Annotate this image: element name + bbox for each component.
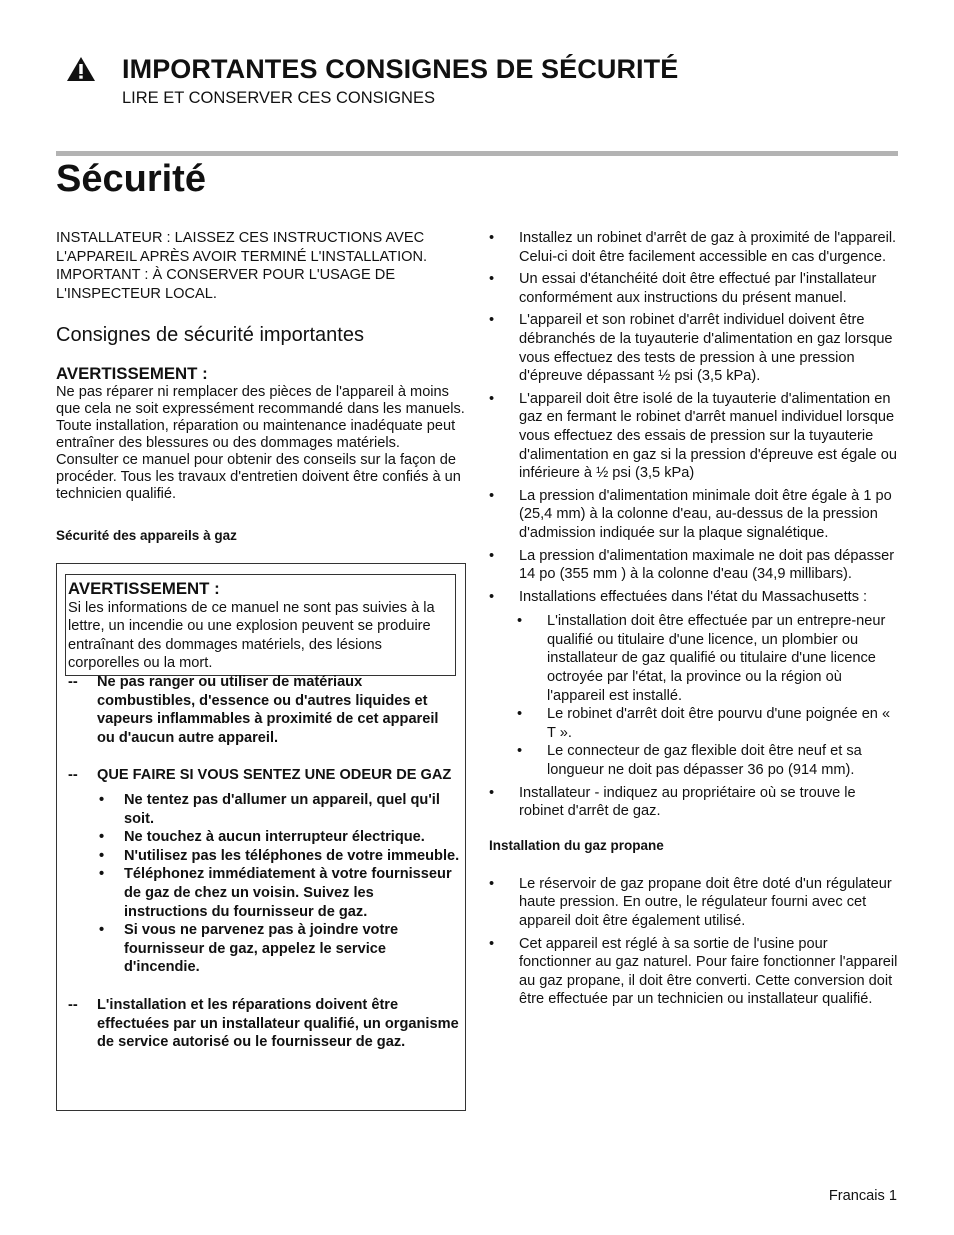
bullet-marker: • bbox=[99, 866, 105, 883]
header-title: IMPORTANTES CONSIGNES DE SÉCURITÉ bbox=[122, 54, 679, 84]
list-item: • Ne tentez pas d'allumer un appareil, quel qu'il soit. bbox=[99, 791, 440, 827]
list-item: • Installateur - indiquez au propriétaire où se trouve le robinet d'arrêt de gaz. bbox=[489, 784, 856, 820]
warning-triangle-icon bbox=[66, 56, 96, 82]
list-item: • Installez un robinet d'arrêt de gaz à proximité de l'appareil. Celui-ci doit être facilement accessible en cas d'urgence. bbox=[489, 230, 897, 265]
installer-intro: INSTALLATEUR : LAISSEZ CES INSTRUCTIONS AVEC L'APPAREIL APRÈS AVOIR TERMINÉ L'INSTALLATION. IMPORTANT : À CONSERVER POUR L'USAGE DE L'INSPECTEUR LOCAL. bbox=[56, 230, 428, 302]
gas-warning-list bbox=[68, 673, 460, 1052]
box-warning-text: Si les informations de ce manuel ne sont pas suivies à la lettre, un incendie ou une explosion peuvent se produire entraînant des dommages matériels, des lésions corporelles ou la mort. bbox=[68, 600, 435, 671]
list-item: • Le robinet d'arrêt doit être pourvu d'une poignée en « T ». bbox=[517, 706, 891, 741]
list-item: -- QUE FAIRE SI VOUS SENTEZ UNE ODEUR DE GAZ • Ne tentez pas d'allumer un appareil, quel qu'il soit. • Ne touchez à aucun interrupteur électrique. • N'utilisez pas les téléphones de votre immeuble. • Téléphonez immédiatement à votre fournisseur de gaz de chez un voisin. Suivez les instructions du fournisseur de gaz. • Si vous ne parvenez pas à joindre votre fournisseur de gaz, appelez le service d'incendie. bbox=[68, 767, 460, 976]
bullet-marker: • bbox=[489, 487, 495, 504]
box-warning-heading: AVERTISSEMENT : bbox=[68, 579, 220, 598]
bullet-marker: • bbox=[99, 922, 105, 939]
list-item: • Le connecteur de gaz flexible doit être neuf et sa longueur ne doit pas dépasser 36 po (914 mm). bbox=[517, 743, 862, 779]
list-item: • Installations effectuées dans l'état du Massachusetts : bbox=[489, 588, 868, 605]
bullet-marker: • bbox=[489, 588, 495, 605]
list-item: • Le réservoir de gaz propane doit être doté d'un régulateur haute pression. En outre, le régulateur fourni avec cet appareil doit être également utilisé. bbox=[489, 875, 892, 929]
dash-marker: -- bbox=[68, 674, 78, 690]
bullet-marker: • bbox=[99, 829, 105, 846]
warning-heading: AVERTISSEMENT : bbox=[56, 364, 208, 384]
left-column bbox=[56, 229, 466, 545]
list-item: • L'appareil et son robinet d'arrêt individuel doivent être débranchés de la tuyauterie d'alimentation en gaz lorsque vous effectuez des tests de pression à une pression d'épreuve dépassant ½ psi (3,5 kPa). bbox=[489, 312, 893, 385]
gas-warning-inner-box bbox=[65, 574, 456, 676]
list-item: • Ne touchez à aucun interrupteur électrique. bbox=[99, 829, 425, 846]
list-item: • La pression d'alimentation maximale ne doit pas dépasser 14 po (355 mm ) à la colonne d'eau (34,9 millibars). bbox=[489, 547, 895, 583]
list-item: -- L'installation et les réparations doivent être effectuées par un installateur qualifié, un organisme de service autorisé ou le fournisseur de gaz. bbox=[68, 996, 459, 1051]
right-column bbox=[489, 229, 899, 1013]
bullet-marker: • bbox=[489, 784, 495, 801]
page-title: Sécurité bbox=[56, 158, 206, 200]
header-subtitle: LIRE ET CONSERVER CES CONSIGNES bbox=[122, 89, 435, 107]
bullet-marker: • bbox=[517, 706, 523, 723]
list-item: • L'appareil doit être isolé de la tuyauterie d'alimentation en gaz en fermant le robinet d'arrêt manuel individuel lorsque vous effectuez des essais de pression sur la tuyauterie d'alimentation en gaz si la pression d'épreuve est égale ou inférieure à ½ psi (3,5 kPa) bbox=[489, 390, 897, 482]
bullet-marker: • bbox=[99, 847, 105, 864]
list-item: • L'installation doit être effectuée par un entrepre-neur qualifié ou titulaire d'une licence, un plombier ou installateur de gaz qualifié ou titulaire d'une licence octroyée par l'état, la province ou la région où l'appareil est installé. bbox=[517, 613, 886, 704]
warning-text: Ne pas réparer ni remplacer des pièces de l'appareil à moins que cela ne soit expressément recommandé dans les manuels. Toute installation, réparation ou maintenance inadéquate peut entraîner des blessures ou des dommages matériels. Consulter ce manuel pour obtenir des conseils sur la façon de procéder. Tous les travaux d'entretien doivent être confiés à un technicien qualifié. bbox=[56, 384, 465, 503]
bullet-marker: • bbox=[489, 875, 495, 892]
list-item: • Si vous ne parvenez pas à joindre votre fournisseur de gaz, appelez le service d'incendie. bbox=[99, 922, 399, 976]
gas-safety-heading: Sécurité des appareils à gaz bbox=[56, 528, 237, 544]
bullet-marker: • bbox=[517, 743, 523, 760]
bullet-marker: • bbox=[99, 791, 105, 808]
bullet-marker: • bbox=[489, 230, 495, 246]
header-divider bbox=[56, 151, 898, 156]
list-item: • La pression d'alimentation minimale doit être égale à 1 po (25,4 mm) à la colonne d'eau, au-dessus de la pression d'admission indiquée sur la plaque signalétique. bbox=[489, 487, 892, 541]
bullet-marker: • bbox=[517, 613, 523, 630]
dash-marker: -- bbox=[68, 767, 78, 784]
page-footer: Francais 1 bbox=[828, 1188, 897, 1204]
bullet-marker: • bbox=[489, 312, 495, 329]
list-item: • Téléphonez immédiatement à votre fournisseur de gaz de chez un voisin. Suivez les instructions du fournisseur de gaz. bbox=[99, 866, 452, 920]
list-item: • Un essai d'étanchéité doit être effectué par l'installateur conformément aux instructions du présent manuel. bbox=[489, 271, 877, 306]
list-item: • N'utilisez pas les téléphones de votre immeuble. bbox=[99, 847, 460, 864]
section-subheading: Consignes de sécurité importantes bbox=[56, 324, 364, 347]
propane-heading: Installation du gaz propane bbox=[489, 837, 664, 853]
bullet-marker: • bbox=[489, 935, 495, 952]
dash-marker: -- bbox=[68, 996, 78, 1013]
list-item: • Cet appareil est réglé à sa sortie de l'usine pour fonctionner au gaz naturel. Pour faire fonctionner l'appareil au gaz propane, il doit être converti. Cette conversion doit être effectuée par un technicien ou installateur qualifié. bbox=[489, 935, 898, 1008]
bullet-marker: • bbox=[489, 547, 495, 564]
bullet-marker: • bbox=[489, 390, 495, 407]
list-item: -- Ne pas ranger ou utiliser de matériaux combustibles, d'essence ou d'autres liquides et vapeurs inflammables à proximité de cet appareil ou d'aucun autre appareil. bbox=[68, 674, 439, 746]
bullet-marker: • bbox=[489, 271, 495, 288]
